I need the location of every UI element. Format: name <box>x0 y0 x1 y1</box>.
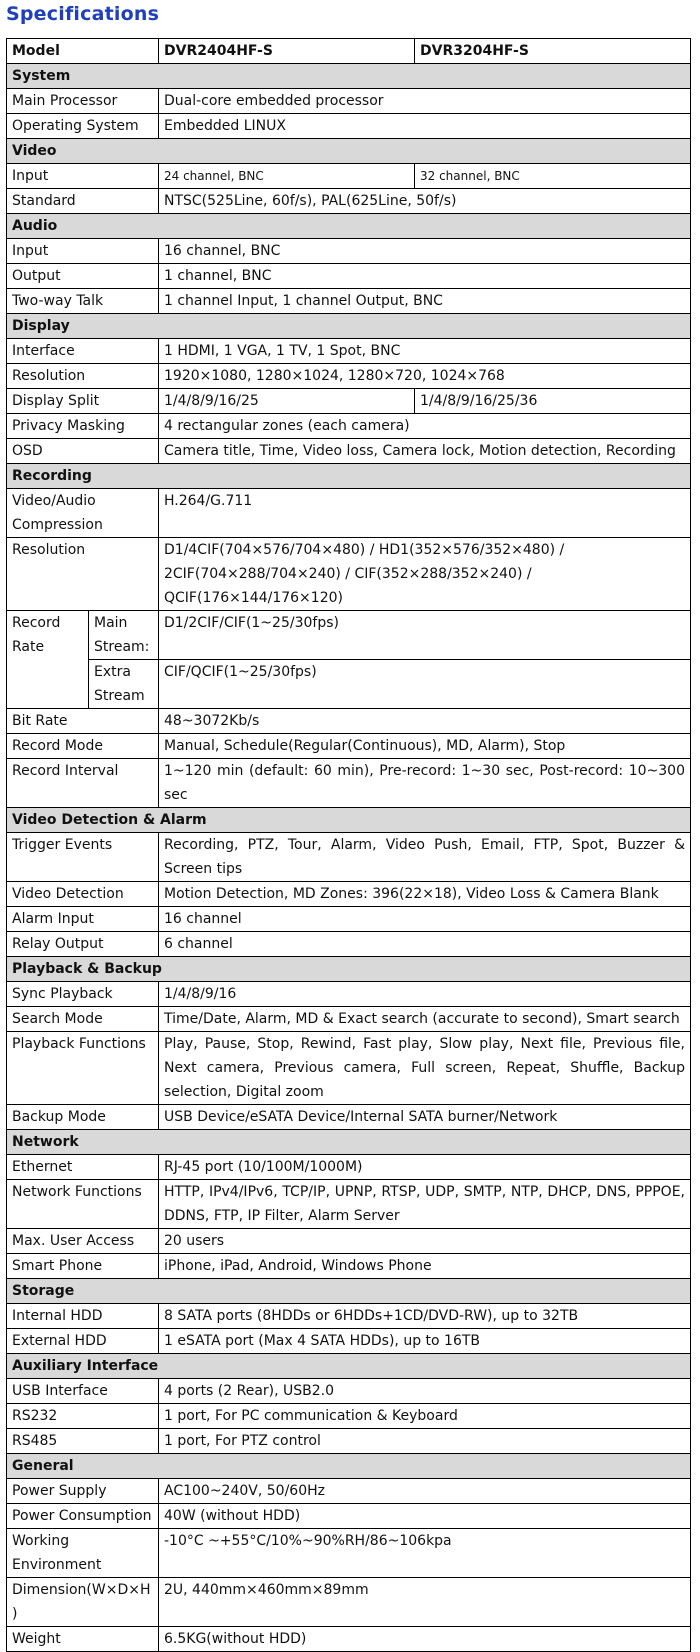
table-row <box>7 1404 691 1429</box>
row-label: Standard <box>7 189 159 214</box>
row-label: Alarm Input <box>7 907 159 932</box>
row-label: Video Detection <box>7 882 159 907</box>
row-value-model-1: 24 channel, BNC <box>159 164 415 189</box>
row-value: 16 channel <box>159 907 691 932</box>
row-label: Playback Functions <box>7 1032 159 1105</box>
row-value-model-1: 1/4/8/9/16/25 <box>159 389 415 414</box>
row-label: Record Interval <box>7 759 159 808</box>
row-value: -10°C ~+55°C/10%~90%RH/86~106kpa <box>159 1529 691 1578</box>
table-row <box>7 1329 691 1354</box>
row-label: Relay Output <box>7 932 159 957</box>
row-value: 8 SATA ports (8HDDs or 6HDDs+1CD/DVD-RW), up to 32TB <box>159 1304 691 1329</box>
specifications-table-body <box>7 39 691 1652</box>
table-row <box>7 89 691 114</box>
row-label: Output <box>7 264 159 289</box>
row-label: Record Mode <box>7 734 159 759</box>
section-title: Video <box>7 139 691 164</box>
table-row <box>7 389 691 414</box>
row-value: HTTP, IPv4/IPv6, TCP/IP, UPNP, RTSP, UDP, SMTP, NTP, DHCP, DNS, PPPOE, DDNS, FTP, IP Filter, Alarm Server <box>159 1180 691 1229</box>
row-value: 48~3072Kb/s <box>159 709 691 734</box>
row-value: 4 rectangular zones (each camera) <box>159 414 691 439</box>
row-value: 2U, 440mm×460mm×89mm <box>159 1578 691 1627</box>
row-label: Resolution <box>7 538 159 611</box>
table-row <box>7 932 691 957</box>
row-value: 1920×1080, 1280×1024, 1280×720, 1024×768 <box>159 364 691 389</box>
row-sublabel: Extra Stream <box>89 660 159 709</box>
row-label: Power Supply <box>7 1479 159 1504</box>
row-label: Record Rate <box>7 611 89 709</box>
table-row <box>7 1304 691 1329</box>
row-label: Search Mode <box>7 1007 159 1032</box>
row-value: 1 port, For PTZ control <box>159 1429 691 1454</box>
table-row <box>7 189 691 214</box>
table-row <box>7 1627 691 1652</box>
row-value: 1/4/8/9/16 <box>159 982 691 1007</box>
row-value: 1 HDMI, 1 VGA, 1 TV, 1 Spot, BNC <box>159 339 691 364</box>
table-row <box>7 1379 691 1404</box>
section-header-row <box>7 1354 691 1379</box>
row-value: 20 users <box>159 1229 691 1254</box>
row-value: iPhone, iPad, Android, Windows Phone <box>159 1254 691 1279</box>
section-title: Recording <box>7 464 691 489</box>
section-header-row <box>7 314 691 339</box>
row-label: Resolution <box>7 364 159 389</box>
row-value: 1 eSATA port (Max 4 SATA HDDs), up to 16TB <box>159 1329 691 1354</box>
table-row <box>7 882 691 907</box>
row-value: Play, Pause, Stop, Rewind, Fast play, Slow play, Next file, Previous file, Next camera, Previous camera, Full screen, Repeat, Shuffle, Backup selection, Digital zoom <box>159 1032 691 1105</box>
table-row <box>7 660 691 709</box>
row-label: Network Functions <box>7 1180 159 1229</box>
page-title: Specifications <box>6 3 160 25</box>
table-row <box>7 538 691 611</box>
header-model-2: DVR3204HF-S <box>415 39 691 64</box>
row-label: Interface <box>7 339 159 364</box>
table-row <box>7 1105 691 1130</box>
section-header-row <box>7 1279 691 1304</box>
row-label: Input <box>7 164 159 189</box>
row-value: 4 ports (2 Rear), USB2.0 <box>159 1379 691 1404</box>
section-header-row <box>7 808 691 833</box>
row-value: Motion Detection, MD Zones: 396(22×18), Video Loss & Camera Blank <box>159 882 691 907</box>
row-label: Internal HDD <box>7 1304 159 1329</box>
row-label: RS485 <box>7 1429 159 1454</box>
row-label: Input <box>7 239 159 264</box>
section-title: Storage <box>7 1279 691 1304</box>
row-label: Trigger Events <box>7 833 159 882</box>
row-label: Backup Mode <box>7 1105 159 1130</box>
section-header-row <box>7 957 691 982</box>
row-label: External HDD <box>7 1329 159 1354</box>
table-row <box>7 164 691 189</box>
table-row <box>7 1429 691 1454</box>
row-value: USB Device/eSATA Device/Internal SATA burner/Network <box>159 1105 691 1130</box>
row-label: USB Interface <box>7 1379 159 1404</box>
row-label: Operating System <box>7 114 159 139</box>
row-value: 1 port, For PC communication & Keyboard <box>159 1404 691 1429</box>
table-row <box>7 759 691 808</box>
row-value: Camera title, Time, Video loss, Camera lock, Motion detection, Recording <box>159 439 691 464</box>
row-label: Sync Playback <box>7 982 159 1007</box>
section-title: Auxiliary Interface <box>7 1354 691 1379</box>
table-row <box>7 1578 691 1627</box>
row-value: AC100~240V, 50/60Hz <box>159 1479 691 1504</box>
row-value: Dual-core embedded processor <box>159 89 691 114</box>
table-row <box>7 1504 691 1529</box>
table-row <box>7 1180 691 1229</box>
section-header-row <box>7 1130 691 1155</box>
row-label: Display Split <box>7 389 159 414</box>
row-value: CIF/QCIF(1~25/30fps) <box>159 660 691 709</box>
header-model-1: DVR2404HF-S <box>159 39 415 64</box>
row-label: Dimension(W×D×H) <box>7 1578 159 1627</box>
table-row <box>7 734 691 759</box>
section-title: Audio <box>7 214 691 239</box>
row-label: Video/Audio Compression <box>7 489 159 538</box>
table-row <box>7 339 691 364</box>
section-header-row <box>7 64 691 89</box>
row-value: Time/Date, Alarm, MD & Exact search (accurate to second), Smart search <box>159 1007 691 1032</box>
row-label: Weight <box>7 1627 159 1652</box>
row-label: Main Processor <box>7 89 159 114</box>
table-row <box>7 414 691 439</box>
row-value: Manual, Schedule(Regular(Continuous), MD, Alarm), Stop <box>159 734 691 759</box>
row-value: D1/2CIF/CIF(1~25/30fps) <box>159 611 691 660</box>
table-row <box>7 289 691 314</box>
table-row <box>7 611 691 660</box>
table-row <box>7 1479 691 1504</box>
row-label: Smart Phone <box>7 1254 159 1279</box>
row-value: 6.5KG(without HDD) <box>159 1627 691 1652</box>
table-row <box>7 264 691 289</box>
table-row <box>7 239 691 264</box>
row-value: NTSC(525Line, 60f/s), PAL(625Line, 50f/s) <box>159 189 691 214</box>
table-row <box>7 1155 691 1180</box>
row-sublabel: Main Stream: <box>89 611 159 660</box>
table-row <box>7 907 691 932</box>
specifications-table <box>6 38 691 1652</box>
row-value-model-2: 1/4/8/9/16/25/36 <box>415 389 691 414</box>
table-row <box>7 833 691 882</box>
row-value-model-2: 32 channel, BNC <box>415 164 691 189</box>
table-row <box>7 1032 691 1105</box>
row-label: RS232 <box>7 1404 159 1429</box>
section-title: Playback & Backup <box>7 957 691 982</box>
section-header-row <box>7 464 691 489</box>
row-label: Max. User Access <box>7 1229 159 1254</box>
row-value: 1 channel, BNC <box>159 264 691 289</box>
row-label: Working Environment <box>7 1529 159 1578</box>
table-row <box>7 982 691 1007</box>
table-row <box>7 1529 691 1578</box>
row-label: Ethernet <box>7 1155 159 1180</box>
row-label: OSD <box>7 439 159 464</box>
row-value: D1/4CIF(704×576/704×480) / HD1(352×576/352×480) / 2CIF(704×288/704×240) / CIF(352×288/352×240) / QCIF(176×144/176×120) <box>159 538 691 611</box>
section-title: Display <box>7 314 691 339</box>
row-value: 16 channel, BNC <box>159 239 691 264</box>
table-row <box>7 489 691 538</box>
section-title: Network <box>7 1130 691 1155</box>
table-row <box>7 1229 691 1254</box>
section-title: Video Detection & Alarm <box>7 808 691 833</box>
row-label: Power Consumption <box>7 1504 159 1529</box>
row-value: 40W (without HDD) <box>159 1504 691 1529</box>
table-row <box>7 364 691 389</box>
row-value: 1~120 min (default: 60 min), Pre-record: 1~30 sec, Post-record: 10~300 sec <box>159 759 691 808</box>
section-title: System <box>7 64 691 89</box>
row-label: Privacy Masking <box>7 414 159 439</box>
section-title: General <box>7 1454 691 1479</box>
row-value: 1 channel Input, 1 channel Output, BNC <box>159 289 691 314</box>
section-header-row <box>7 139 691 164</box>
header-model-label: Model <box>7 39 159 64</box>
row-label: Two-way Talk <box>7 289 159 314</box>
row-value: 6 channel <box>159 932 691 957</box>
table-header-row <box>7 39 691 64</box>
table-row <box>7 1254 691 1279</box>
section-header-row <box>7 1454 691 1479</box>
row-value: RJ-45 port (10/100M/1000M) <box>159 1155 691 1180</box>
row-value: H.264/G.711 <box>159 489 691 538</box>
table-row <box>7 1007 691 1032</box>
row-value: Recording, PTZ, Tour, Alarm, Video Push, Email, FTP, Spot, Buzzer & Screen tips <box>159 833 691 882</box>
row-value: Embedded LINUX <box>159 114 691 139</box>
section-header-row <box>7 214 691 239</box>
table-row <box>7 439 691 464</box>
table-row <box>7 709 691 734</box>
row-label: Bit Rate <box>7 709 159 734</box>
table-row <box>7 114 691 139</box>
